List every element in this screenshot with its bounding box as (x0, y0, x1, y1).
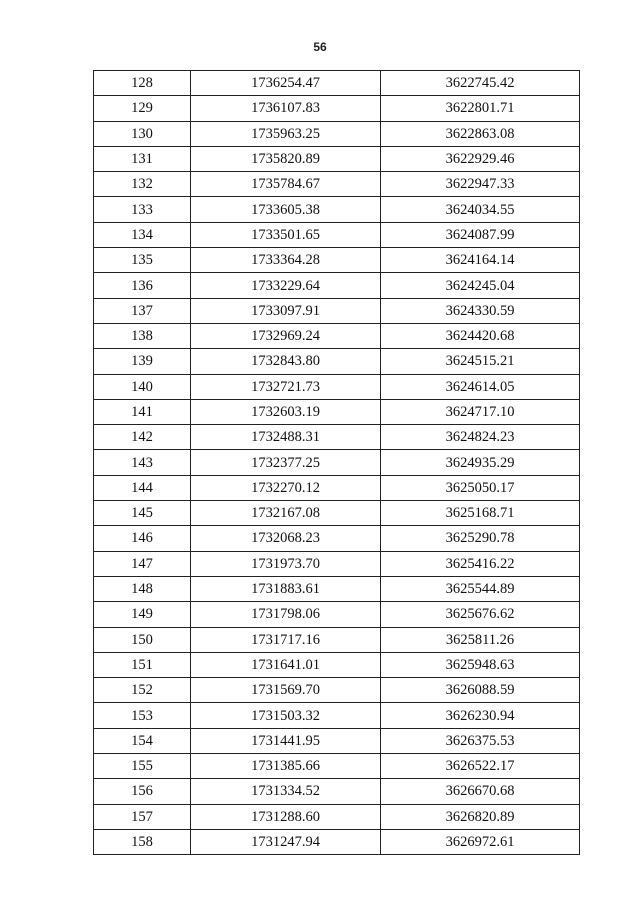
y-coordinate-cell: 3624087.99 (381, 222, 580, 247)
y-coordinate-cell: 3624034.55 (381, 197, 580, 222)
y-coordinate-cell: 3625948.63 (381, 652, 580, 677)
table-row (94, 754, 580, 779)
x-coordinate-cell: 1731385.66 (191, 754, 381, 779)
table-row (94, 829, 580, 854)
point-number-cell: 140 (94, 374, 191, 399)
x-coordinate-cell: 1732377.25 (191, 450, 381, 475)
x-coordinate-cell: 1731798.06 (191, 602, 381, 627)
table-row (94, 703, 580, 728)
y-coordinate-cell: 3626972.61 (381, 829, 580, 854)
table-row (94, 526, 580, 551)
y-coordinate-cell: 3625544.89 (381, 576, 580, 601)
point-number-cell: 141 (94, 399, 191, 424)
x-coordinate-cell: 1736107.83 (191, 96, 381, 121)
x-coordinate-cell: 1732270.12 (191, 475, 381, 500)
y-coordinate-cell: 3625050.17 (381, 475, 580, 500)
point-number-cell: 142 (94, 425, 191, 450)
table-row (94, 576, 580, 601)
table-row (94, 602, 580, 627)
y-coordinate-cell: 3624164.14 (381, 248, 580, 273)
coordinate-table (93, 70, 580, 855)
table-row (94, 298, 580, 323)
y-coordinate-cell: 3624717.10 (381, 399, 580, 424)
page-number: 56 (313, 40, 327, 54)
y-coordinate-cell: 3626522.17 (381, 754, 580, 779)
point-number-cell: 144 (94, 475, 191, 500)
point-number-cell: 129 (94, 96, 191, 121)
x-coordinate-cell: 1732721.73 (191, 374, 381, 399)
table-row (94, 172, 580, 197)
x-coordinate-cell: 1732843.80 (191, 349, 381, 374)
y-coordinate-cell: 3624824.23 (381, 425, 580, 450)
x-coordinate-cell: 1731441.95 (191, 728, 381, 753)
table-row (94, 627, 580, 652)
x-coordinate-cell: 1733229.64 (191, 273, 381, 298)
point-number-cell: 146 (94, 526, 191, 551)
point-number-cell: 151 (94, 652, 191, 677)
x-coordinate-cell: 1731247.94 (191, 829, 381, 854)
table-row (94, 96, 580, 121)
point-number-cell: 158 (94, 829, 191, 854)
point-number-cell: 147 (94, 551, 191, 576)
point-number-cell: 136 (94, 273, 191, 298)
table-row (94, 399, 580, 424)
x-coordinate-cell: 1733501.65 (191, 222, 381, 247)
x-coordinate-cell: 1731717.16 (191, 627, 381, 652)
x-coordinate-cell: 1735963.25 (191, 121, 381, 146)
point-number-cell: 132 (94, 172, 191, 197)
x-coordinate-cell: 1731973.70 (191, 551, 381, 576)
point-number-cell: 148 (94, 576, 191, 601)
table-row (94, 475, 580, 500)
point-number-cell: 138 (94, 323, 191, 348)
x-coordinate-cell: 1731641.01 (191, 652, 381, 677)
point-number-cell: 139 (94, 349, 191, 374)
y-coordinate-cell: 3625168.71 (381, 501, 580, 526)
x-coordinate-cell: 1732068.23 (191, 526, 381, 551)
table-row (94, 501, 580, 526)
table-row (94, 425, 580, 450)
x-coordinate-cell: 1733605.38 (191, 197, 381, 222)
y-coordinate-cell: 3624614.05 (381, 374, 580, 399)
y-coordinate-cell: 3626230.94 (381, 703, 580, 728)
y-coordinate-cell: 3624515.21 (381, 349, 580, 374)
x-coordinate-cell: 1731288.60 (191, 804, 381, 829)
table-row (94, 779, 580, 804)
y-coordinate-cell: 3626670.68 (381, 779, 580, 804)
y-coordinate-cell: 3625676.62 (381, 602, 580, 627)
point-number-cell: 137 (94, 298, 191, 323)
point-number-cell: 143 (94, 450, 191, 475)
point-number-cell: 149 (94, 602, 191, 627)
table-row (94, 146, 580, 171)
table-body (94, 71, 580, 855)
table-row (94, 323, 580, 348)
y-coordinate-cell: 3624245.04 (381, 273, 580, 298)
table-row (94, 804, 580, 829)
point-number-cell: 145 (94, 501, 191, 526)
y-coordinate-cell: 3625416.22 (381, 551, 580, 576)
point-number-cell: 134 (94, 222, 191, 247)
table-row (94, 450, 580, 475)
table-row (94, 678, 580, 703)
y-coordinate-cell: 3622745.42 (381, 71, 580, 96)
x-coordinate-cell: 1731883.61 (191, 576, 381, 601)
point-number-cell: 150 (94, 627, 191, 652)
point-number-cell: 131 (94, 146, 191, 171)
y-coordinate-cell: 3622801.71 (381, 96, 580, 121)
point-number-cell: 157 (94, 804, 191, 829)
y-coordinate-cell: 3622947.33 (381, 172, 580, 197)
x-coordinate-cell: 1731569.70 (191, 678, 381, 703)
y-coordinate-cell: 3624420.68 (381, 323, 580, 348)
y-coordinate-cell: 3625290.78 (381, 526, 580, 551)
table-row (94, 121, 580, 146)
x-coordinate-cell: 1733097.91 (191, 298, 381, 323)
point-number-cell: 135 (94, 248, 191, 273)
table-row (94, 222, 580, 247)
x-coordinate-cell: 1731334.52 (191, 779, 381, 804)
x-coordinate-cell: 1731503.32 (191, 703, 381, 728)
point-number-cell: 133 (94, 197, 191, 222)
point-number-cell: 153 (94, 703, 191, 728)
y-coordinate-cell: 3625811.26 (381, 627, 580, 652)
y-coordinate-cell: 3626088.59 (381, 678, 580, 703)
point-number-cell: 156 (94, 779, 191, 804)
x-coordinate-cell: 1732488.31 (191, 425, 381, 450)
y-coordinate-cell: 3626375.53 (381, 728, 580, 753)
x-coordinate-cell: 1733364.28 (191, 248, 381, 273)
table-row (94, 551, 580, 576)
point-number-cell: 130 (94, 121, 191, 146)
y-coordinate-cell: 3626820.89 (381, 804, 580, 829)
y-coordinate-cell: 3622929.46 (381, 146, 580, 171)
x-coordinate-cell: 1732969.24 (191, 323, 381, 348)
x-coordinate-cell: 1732603.19 (191, 399, 381, 424)
table-row (94, 728, 580, 753)
y-coordinate-cell: 3622863.08 (381, 121, 580, 146)
x-coordinate-cell: 1736254.47 (191, 71, 381, 96)
table-row (94, 374, 580, 399)
table-row (94, 248, 580, 273)
x-coordinate-cell: 1735820.89 (191, 146, 381, 171)
y-coordinate-cell: 3624935.29 (381, 450, 580, 475)
table-row (94, 349, 580, 374)
point-number-cell: 154 (94, 728, 191, 753)
point-number-cell: 152 (94, 678, 191, 703)
point-number-cell: 128 (94, 71, 191, 96)
x-coordinate-cell: 1735784.67 (191, 172, 381, 197)
x-coordinate-cell: 1732167.08 (191, 501, 381, 526)
y-coordinate-cell: 3624330.59 (381, 298, 580, 323)
table-row (94, 197, 580, 222)
table-row (94, 273, 580, 298)
table-row (94, 71, 580, 96)
point-number-cell: 155 (94, 754, 191, 779)
table-row (94, 652, 580, 677)
